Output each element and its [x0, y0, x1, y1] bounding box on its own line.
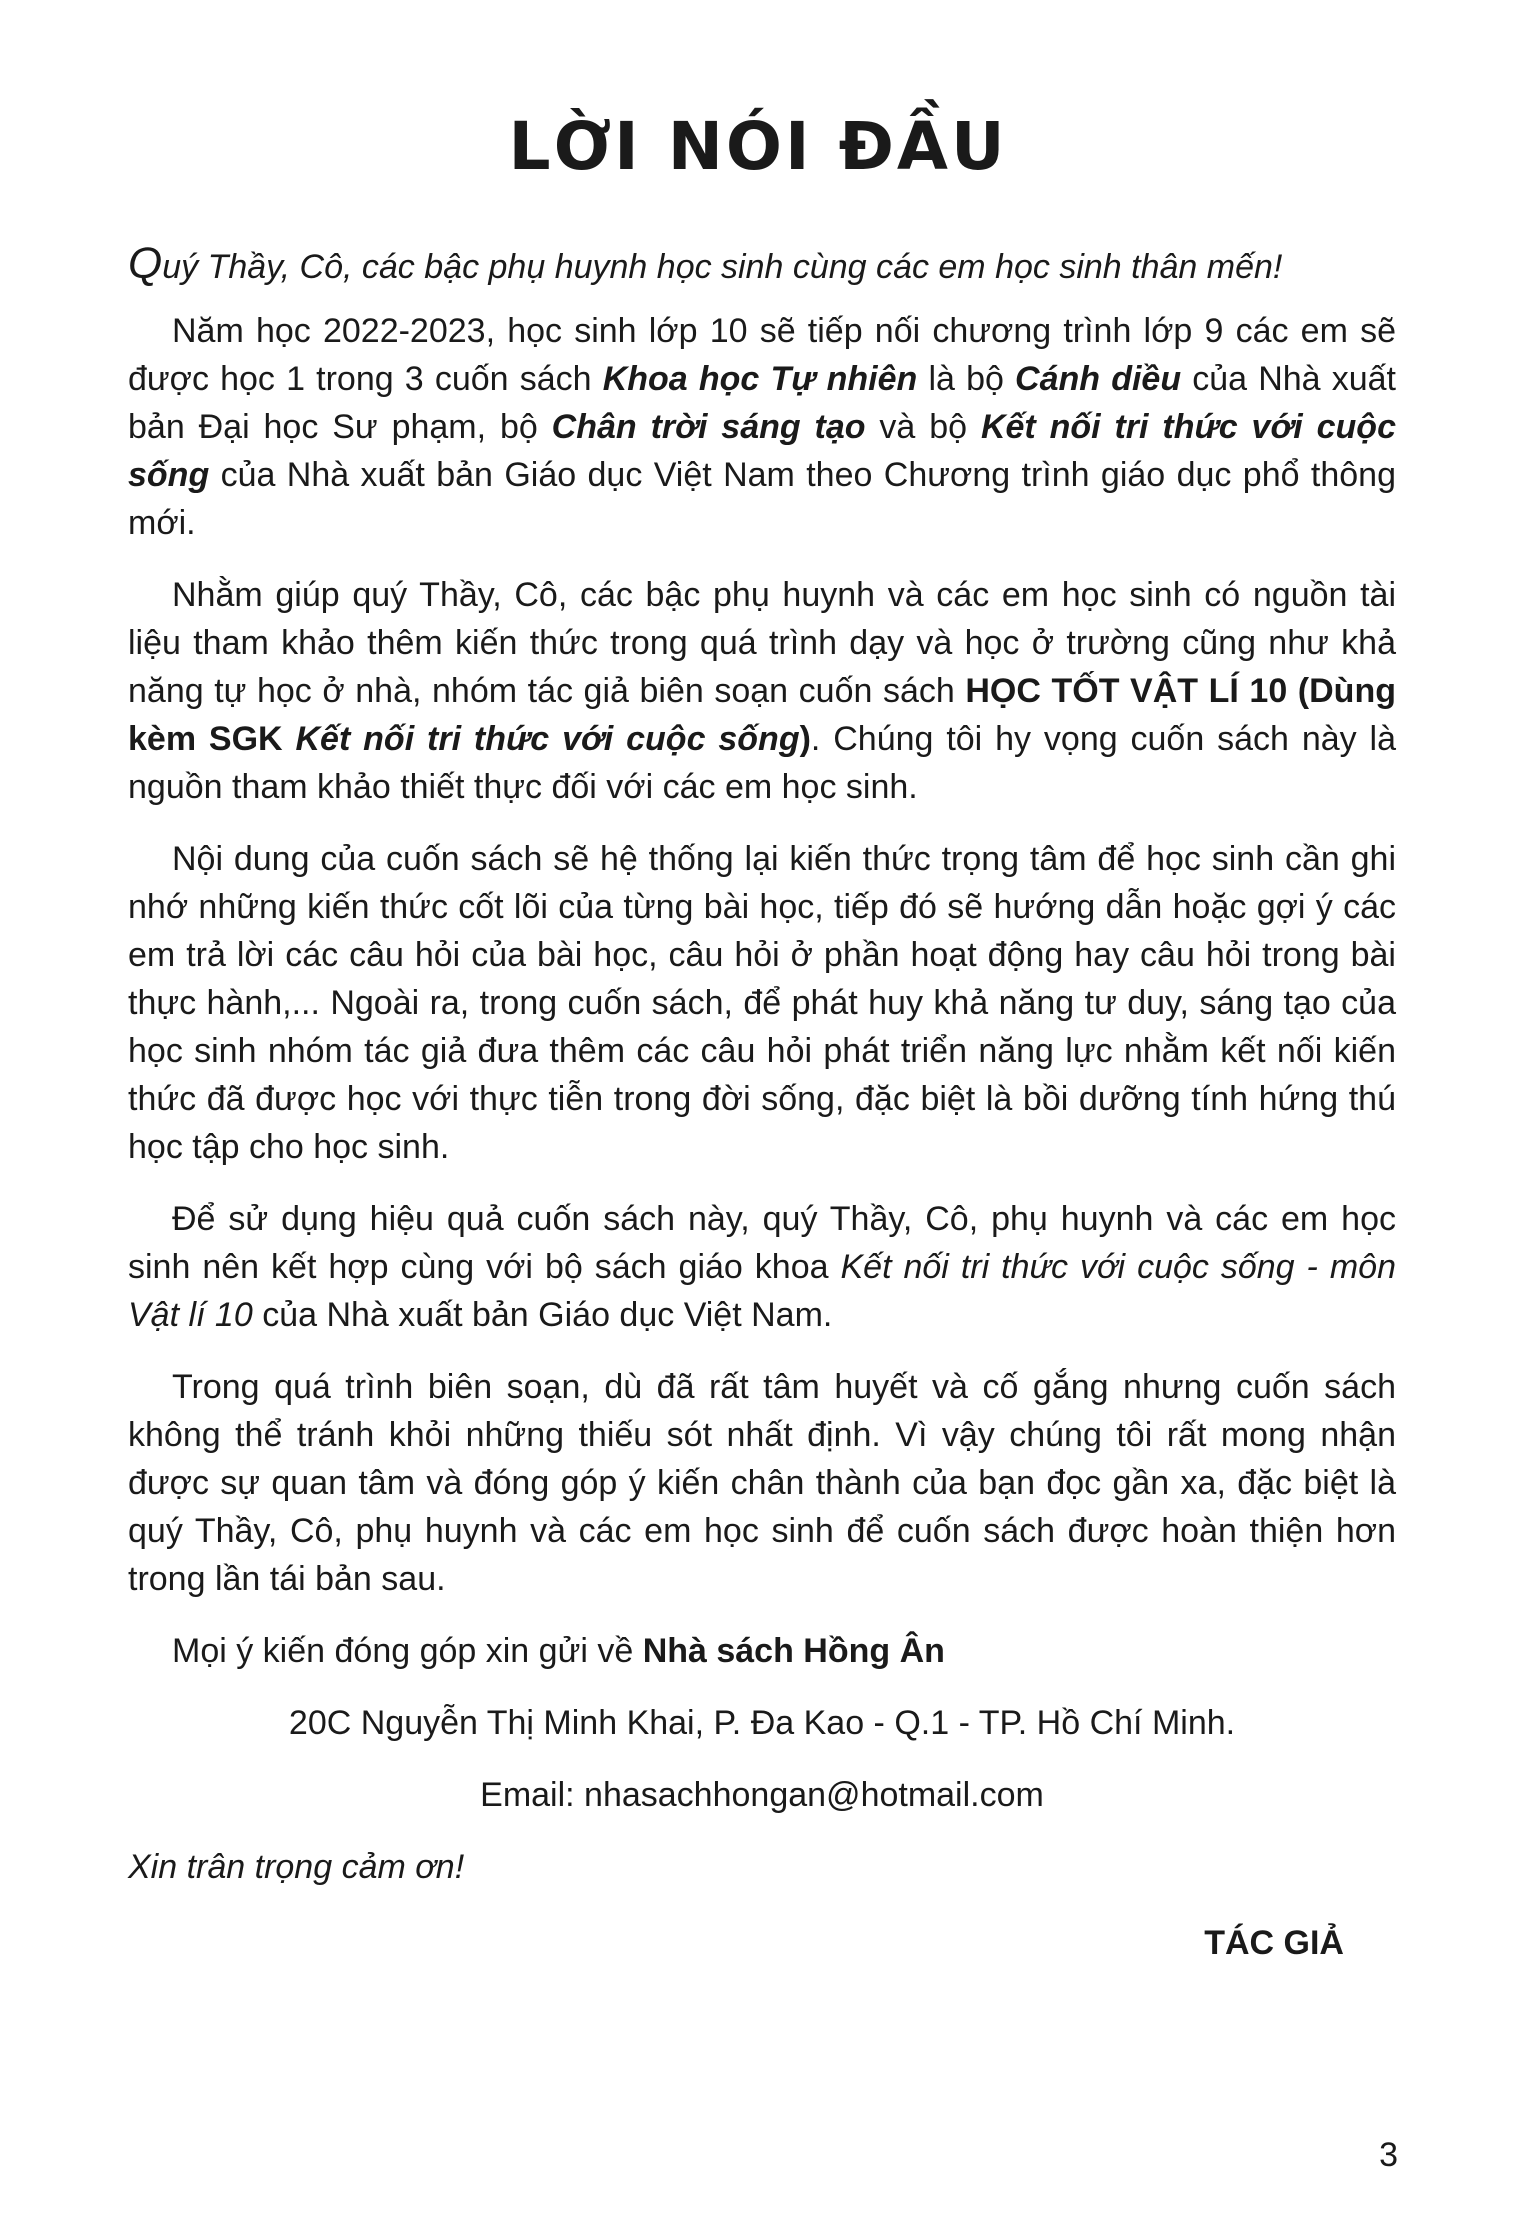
- book-title: HỌC TỐT VẬT LÍ 10: [965, 672, 1288, 710]
- paragraph-3: Nội dung của cuốn sách sẽ hệ thống lại kiến thức trọng tâm để học sinh cần ghi nhớ những kiến thức cốt lõi của từng bài học, tiếp đó sẽ hướng dẫn hoặc gợi ý các em trả lời các câu hỏi của bài học, câu hỏi ở phần hoạt động hay câu hỏi trong bài thực hành,... Ngoài ra, trong cuốn sách, để phát huy khả năng tư duy, sáng tạo của học sinh nhóm tác giả đưa thêm các câu hỏi phát triển năng lực nhằm kết nối kiến thức đã được học với thực tiễn trong đời sống, đặc biệt là bồi dưỡng tính hứng thú học tập cho học sinh.: [128, 840, 1396, 1166]
- text-run: Năm học 2022-2023, học sinh lớp 10 sẽ tiếp nối chương trình lớp 9 các em sẽ được học 1 trong 3 cuốn sách: [128, 312, 1396, 398]
- greeting-initial: Q: [128, 239, 163, 288]
- paragraph-5: Trong quá trình biên soạn, dù đã rất tâm huyết và cố gắng nhưng cuốn sách không thể tránh khỏi những thiếu sót nhất định. Vì vậy chúng tôi rất mong nhận được sự quan tâm và đóng góp ý kiến chân thành của bạn đọc gần xa, đặc biệt là quý Thầy, Cô, phụ huynh và các em học sinh để cuốn sách được hoàn thiện hơn trong lần tái bản sau.: [128, 1368, 1396, 1598]
- text-run: và bộ: [865, 408, 981, 446]
- greeting-text: uý Thầy, Cô, các bậc phụ huynh học sinh cùng các em học sinh thân mến!: [162, 248, 1283, 286]
- preface-content: [128, 240, 1396, 1991]
- text-run: của Nhà xuất bản Đại học Sư phạm, bộ: [128, 360, 1396, 446]
- greeting-line: [128, 240, 1396, 291]
- page-number: 3: [1379, 2136, 1398, 2174]
- text-run: Nhằm giúp quý Thầy, Cô, các bậc phụ huynh và các em học sinh có nguồn tài liệu tham khảo thêm kiến thức trong quá trình dạy và học ở trường cũng như khả năng tự học ở nhà, nhóm tác giả biên soạn cuốn sách: [128, 576, 1396, 710]
- paragraph-1: [128, 307, 1396, 547]
- book-title-note: (Dùng kèm SGK: [128, 672, 1396, 758]
- text-run: . Chúng tôi hy vọng cuốn sách này là nguồn tham khảo thiết thực đối với các em học sinh.: [128, 720, 1396, 806]
- book-series-name: Chân trời sáng tạo: [551, 408, 866, 446]
- text-run: của Nhà xuất bản Giáo dục Việt Nam.: [252, 1296, 833, 1334]
- contact-email: Email: nhasachhongan@hotmail.com: [480, 1776, 1044, 1814]
- book-series-name: Kết nối tri thức với cuộc sống: [295, 720, 800, 758]
- closing-line: Xin trân trọng cảm ơn!: [128, 1848, 465, 1886]
- text-run: của Nhà xuất bản Giáo dục Việt Nam theo Chương trình giáo dục phổ thông mới.: [128, 456, 1396, 542]
- book-title-note-close: ): [799, 720, 811, 758]
- textbook-name: Kết nối tri thức với cuộc sống - môn Vật lí 10: [128, 1248, 1396, 1334]
- book-name: Khoa học Tự nhiên: [602, 360, 918, 398]
- paragraph-4: [128, 1195, 1396, 1339]
- book-series-name: Kết nối tri thức với cuộc sống: [128, 408, 1396, 494]
- text-run: Để sử dụng hiệu quả cuốn sách này, quý Thầy, Cô, phụ huynh và các em học sinh nên kết hợp cùng với bộ sách giáo khoa: [128, 1200, 1396, 1286]
- text-run: Mọi ý kiến đóng góp xin gửi về: [172, 1632, 643, 1670]
- paragraph-2: [128, 571, 1396, 811]
- contact-intro: [128, 1627, 1396, 1675]
- author-signature: TÁC GIẢ: [1204, 1924, 1344, 1962]
- page-title: LỜI NÓI ĐẦU: [508, 108, 1008, 185]
- contact-address: 20C Nguyễn Thị Minh Khai, P. Đa Kao - Q.1 - TP. Hồ Chí Minh.: [288, 1704, 1236, 1742]
- publisher-name: Nhà sách Hồng Ân: [642, 1632, 945, 1670]
- book-series-name: Cánh diều: [1015, 360, 1182, 398]
- text-run: là bộ: [917, 360, 1016, 398]
